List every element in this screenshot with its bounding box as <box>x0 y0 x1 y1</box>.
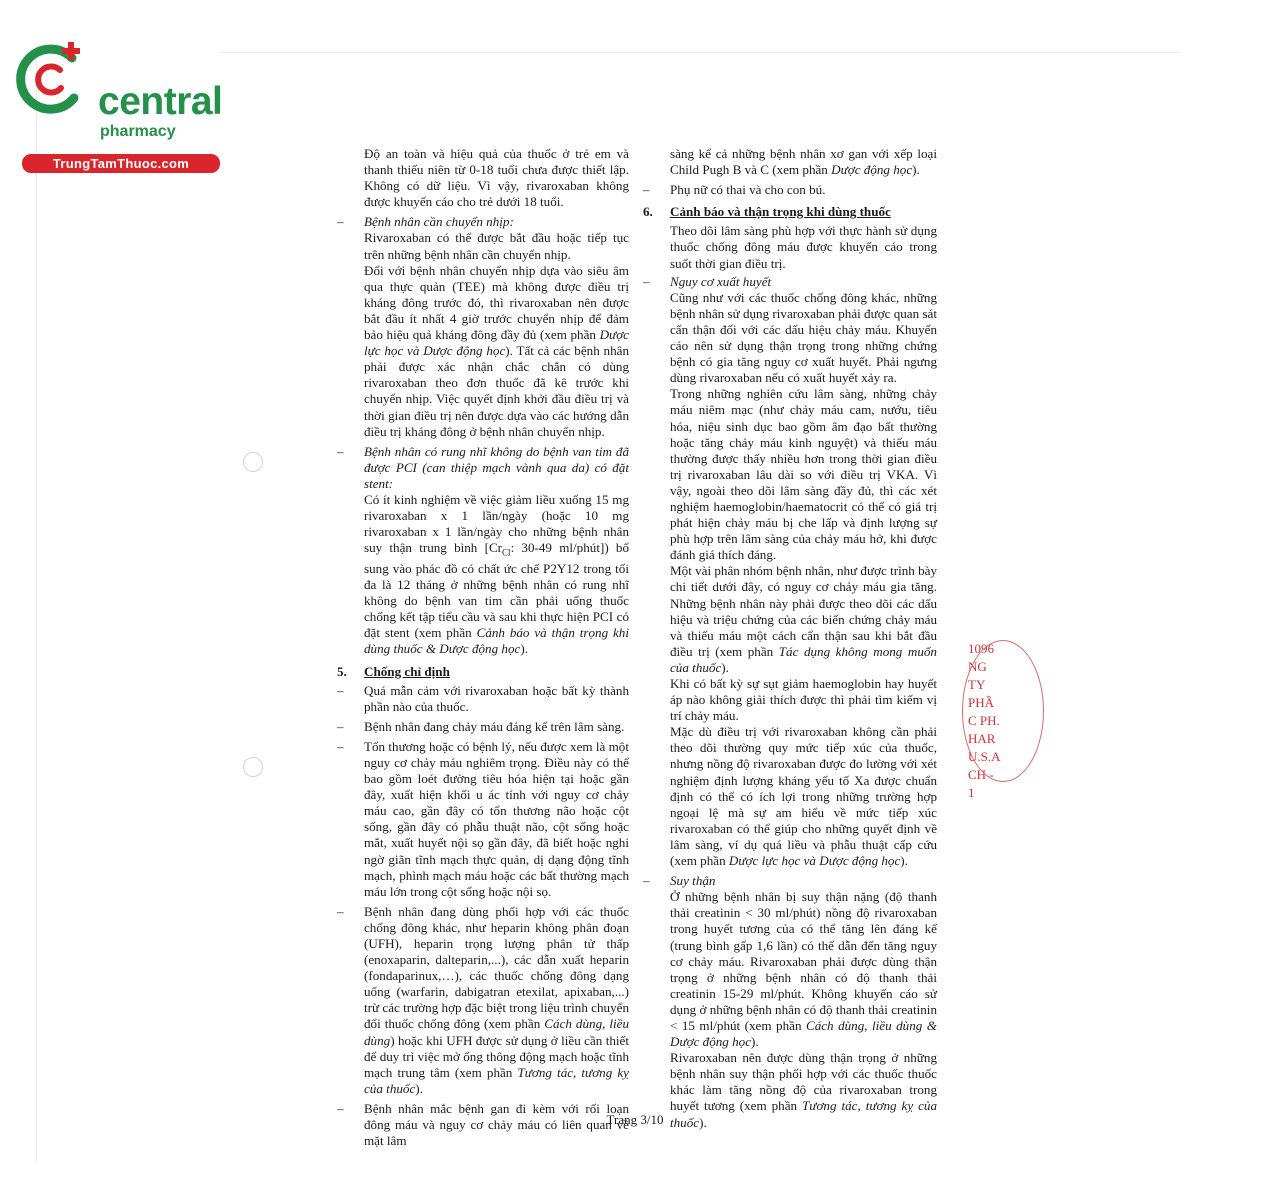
section-6-intro: Theo dõi lâm sàng phù hợp với thực hành sử dụng thuốc chống đông máu được khuyến cáo trong suốt thời gian điều trị. <box>670 223 937 271</box>
contraindication-item: – Bệnh nhân đang dùng phối hợp với các thuốc chống đông khác, như heparin không phân đoạn (UFH), heparin trọng lượng phân tử thấp (enoxaparin, dalteparin,...), các dẫn xuất heparin (fondaparinux,…), các thuốc chống đông dạng uống (warfarin, dabigatran etexilat, apixaban,...) trừ các trường hợp đặc biệt trong liệu trình chuyển đổi thuốc chống đông (xem phần Cách dùng, liều dùng) hoặc khi UFH được sử dụng ở liều cần thiết để duy trì việc mở ống thông động mạch hoặc tĩnh mạch trung tâm (xem phần Tương tác, tương kỵ của thuốc). <box>337 903 630 1096</box>
pci-title: Bệnh nhân có rung nhĩ không do bệnh van tim đã được PCI (can thiệp mạch vành qua da) có đặt stent: <box>364 443 629 491</box>
pci-item <box>337 444 629 658</box>
bleeding-risk-item: – Nguy cơ xuất huyết Cũng như với các thuốc chống đông khác, những bệnh nhân sử dụng rivaroxaban phải được quan sát cẩn thận đối với các dấu hiệu chảy máu. Khuyến cáo nên sử dụng thận trọng trong những chứng bệnh có gia tăng nguy cơ xuất huyết. Phải ngưng dùng rivaroxaban nếu có xuất huyết xảy ra. Trong những nghiên cứu lâm sàng, những chảy máu niêm mạc (như chảy máu cam, nướu, tiêu hóa, niệu sinh dục bao gồm âm đạo bất thường hoặc tăng chảy máu kinh nguyệt) và thiếu máu thường được thấy nhiều hơn trong thời gian điều trị rivaroxaban lâu dài so với điều trị VKA. Vì vậy, ngoài theo dõi lâm sàng đầy đủ, thì các xét nghiệm haemoglobin/haematocrit có thể có giá trị phát hiện chảy máu bị che lấp và định lượng sự phù hợp trên lâm sàng của chảy máu hở, khi được đánh giá thích đáng. Một vài phân nhóm bệnh nhân, như được trình bày chi tiết dưới đây, có nguy cơ chảy máu gia tăng. Những bệnh nhân này phải được theo dõi các dấu hiệu và triệu chứng của các biến chứng chảy máu và thiếu máu một cách cẩn thận sau khi bắt đầu điều trị (xem phần Tác dụng không mong muốn của thuốc). Khi có bất kỳ sự sụt giảm haemoglobin hay huyết áp nào không giải thích được thì phải tìm kiếm vị trí chảy máu. Mặc dù điều trị với rivaroxaban không cần phải theo dõi thường quy mức tiếp xúc của thuốc, nhưng nồng độ rivaroxaban được đo lường với xét nghiệm định lượng kháng yếu tố Xa được chuẩn định có thể có ích lợi trong những trường hợp ngoại lệ mà sự am hiểu về mức tiếp xúc rivaroxaban có thể giúp cho những quyết định về lâm sàng, ví dụ quá liều và phẫu thuật cấp cứu (xem phần Dược lực học và Dược động học). <box>643 273 937 869</box>
list-dash: – <box>337 903 344 919</box>
renal-impairment-item: – Suy thận Ở những bệnh nhân bị suy thận nặng (độ thanh thải creatinin < 30 ml/phút) nồng độ rivaroxaban trong huyết tương của có thể tăng lên đáng kể (trung bình gấp 1,6 lần) có thể dẫn đến tăng nguy cơ chảy máu. Rivaroxaban phải được dùng thận trọng ở những bệnh nhân có độ thanh thải creatinin 15-29 ml/phút. Không khuyến cáo sử dụng ở những bệnh nhân có độ thanh thải creatinin < 15 ml/phút (xem phần Cách dùng, liều dùng & Dược động học). Rivaroxaban nên được dùng thận trọng ở những bệnh nhân suy thận phối hợp với các thuốc thuốc khác làm tăng nồng độ của rivaroxaban trong huyết tương (xem phần Tương tác, tương kỵ của thuốc). <box>643 873 937 1130</box>
contraindication-item: – Tổn thương hoặc có bệnh lý, nếu được xem là một nguy cơ chảy máu nghiêm trọng. Điều này có thể bao gồm loét đường tiêu hóa hiện tại hoặc gần đây, xuất hiện khối u ác tính với nguy cơ chảy máu cao, gần đây có tổn thương não hoặc cột sống, gần đây có phẫu thuật não, cột sống hoặc mắt, xuất huyết nội sọ gần đây, đã biết hoặc nghi ngờ giãn tĩnh mạch thực quản, dị dạng động tĩnh mạch, phình mạch máu hoặc các bất thường mạch máu lớn trong cột sống hoặc nội sọ. <box>337 738 629 899</box>
cross-reference: Cảnh báo và thận trọng khi dùng thuốc & Dược động học <box>364 625 629 657</box>
contraindication-item: – Bệnh nhân mắc bệnh gan đi kèm với rối loạn đông máu và nguy cơ chảy máu có liên quan về mặt lâm <box>337 1100 629 1149</box>
logo-website-banner[interactable]: TrungTamThuoc.com <box>22 154 220 173</box>
cross-reference: Tác dụng không mong muốn của thuốc <box>670 643 937 675</box>
section-5-heading: 5. Chống chỉ định <box>337 663 450 679</box>
list-dash: – <box>337 738 344 754</box>
list-dash: – <box>643 182 650 198</box>
cross-reference: Cách dùng, liều dùng & Dược động học <box>670 1017 937 1050</box>
right-column <box>643 146 937 1135</box>
scan-top-edge <box>220 52 1180 53</box>
cross-reference: Dược động học <box>831 162 913 178</box>
left-column <box>337 146 629 1153</box>
pci-paragraph: Có ít kinh nghiệm về việc giảm liều xuống 15 mg rivaroxaban x 1 lần/ngày (hoặc 10 mg rivaroxaban x 1 lần/ngày cho những bệnh nhân suy thận trung bình [$Cr_{Cl}$: 30-49 ml/phút]) bổ sung vào phác đồ có chất ức chế P2Y12 trong tối đa là 12 tháng ở những bệnh nhân có rung nhĩ không do bệnh van tim cần phải uống thuốc chống kết tập tiểu cầu và sau khi thực hiện PCI có đặt stent (xem phần Cảnh báo và thận trọng khi dùng thuốc & Dược động học). <box>364 491 630 657</box>
contraindication-item: – Bệnh nhân đang chảy máu đáng kể trên lâm sàng. <box>337 718 625 734</box>
contraindication-item: – Phụ nữ có thai và cho con bú. <box>643 182 826 198</box>
list-dash: – <box>643 873 650 889</box>
cardioversion-paragraph-1: Rivaroxaban có thể được bắt đầu hoặc tiếp tục trên những bệnh nhân cần chuyển nhịp. <box>364 230 629 262</box>
cardioversion-paragraph-2: Đối với bệnh nhân chuyển nhịp dựa vào siêu âm qua thực quản (TEE) mà không được điều trị kháng đông trước đó, thì rivaroxaban nên được bắt đầu ít nhất 4 giờ trước chuyển nhịp để đảm bảo hiệu quả kháng đông đầy đủ (xem phần Dược lực học và Dược động học). Tất cả các bệnh nhân phải được xác nhận chắc chắn có dùng rivaroxaban theo đơn thuốc đã kê trước khi chuyển nhịp. Việc quyết định khởi đầu điều trị và thời gian điều trị nên được dựa vào các hướng dẫn điều trị kháng đông ở bệnh nhân chuyển nhịp. <box>364 262 629 439</box>
list-dash: – <box>337 718 344 734</box>
paediatric-paragraph: Độ an toàn và hiệu quả của thuốc ở trẻ em và thanh thiếu niên từ 0-18 tuổi chưa được thiết lập. Không có dữ liệu. Vì vậy, rivaroxaban không được khuyến cáo cho trẻ dưới 18 tuổi. <box>364 146 629 210</box>
cardioversion-item <box>337 214 629 439</box>
list-dash: – <box>337 682 344 698</box>
stamp-ring <box>962 640 1044 782</box>
bleeding-risk-title: Nguy cơ xuất huyết <box>670 273 772 289</box>
logo-mark-icon <box>10 36 100 126</box>
scan-edge <box>36 52 37 1162</box>
logo-subtitle: pharmacy <box>100 123 176 140</box>
cross-reference: Tương tác, tương kỵ của thuốc <box>364 1064 629 1096</box>
central-pharmacy-logo[interactable] <box>10 36 223 171</box>
cross-reference: Dược lực học và Dược động học <box>728 853 901 869</box>
logo-wordmark: central <box>98 80 223 123</box>
list-dash: – <box>643 273 650 289</box>
section-6-heading: 6. Cảnh báo và thận trọng khi dùng thuốc <box>643 204 891 220</box>
cross-reference: Tương tác, tương kỵ của thuốc <box>670 1098 937 1130</box>
list-dash: – <box>337 214 344 230</box>
punch-hole <box>243 452 263 472</box>
page-number: Trang 3/10 <box>606 1112 664 1127</box>
liver-continuation: sàng kể cả những bệnh nhân xơ gan với xếp loại Child Pugh B và C (xem phần Dược động học). <box>670 146 937 178</box>
list-dash: – <box>337 443 344 459</box>
list-dash: – <box>337 1100 344 1116</box>
cardioversion-title: Bệnh nhân cần chuyển nhịp: <box>364 214 514 230</box>
contraindication-item: – Quá mẫn cảm với rivaroxaban hoặc bất kỳ thành phần nào của thuốc. <box>337 682 629 714</box>
punch-hole <box>243 757 263 777</box>
company-stamp: 1096 NG TY PHẦ C PH. HAR U.S.A CH - 1 <box>962 640 1002 785</box>
renal-impairment-title: Suy thận <box>670 873 716 889</box>
cross-reference: Dược lực học và Dược động học <box>364 327 629 359</box>
cross-reference: Cách dùng, liều dùng <box>364 1016 630 1048</box>
